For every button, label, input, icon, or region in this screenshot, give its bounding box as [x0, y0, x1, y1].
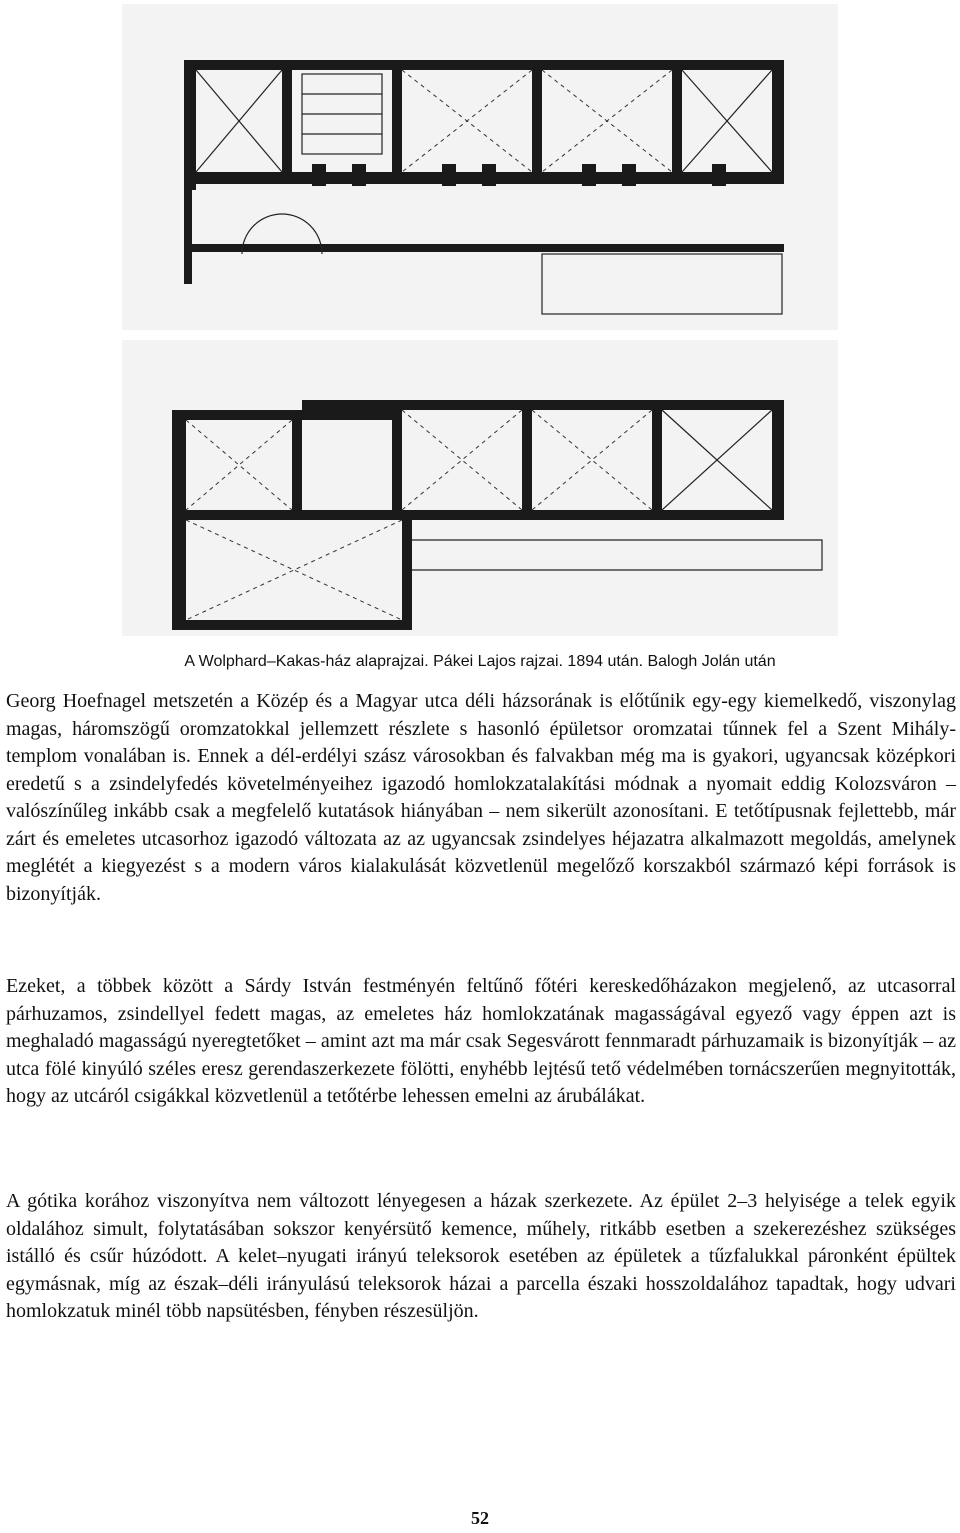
figure-caption: A Wolphard–Kakas-ház alaprajzai. Pákei Lajos rajzai. 1894 után. Balogh Jolán után	[184, 653, 776, 670]
page-number: 52	[471, 1508, 489, 1528]
floor-plan-upper	[122, 4, 838, 330]
floor-plan-upper-drawing	[122, 4, 838, 330]
paragraph-1: Georg Hoefnagel metszetén a Közép és a Magyar utca déli házsorának is előtűnik egy-egy kiemelkedő, viszonylag magas, háromszögű oromzatokkal jellemzett részlete s hasonló épületsor oromzatai tűnnek fel a Szent Mihály-templom vonalában is. Ennek a dél-erdélyi szász városokban és falvakban még ma is gyakori, ugyancsak középkori eredetű s a zsindelyfedés követelményeihez igazodó homlokzatalakítási módnak a nyomait eddig Kolozsváron – valószínűleg inkább csak a megfelelő kutatások hiányában – nem sikerült azonosítani. E tetőtípusnak fejlettebb, már zárt és emeletes utcasorhoz igazodó változata az az ugyancsak zsindelyes héjazatra alkalmazott megoldás, amelynek meglétét a kiegyezést s a modern város kialakulását közvetlenül megelőző korszakból származó képi források is bizonyítják.	[6, 690, 956, 905]
floor-plan-lower-drawing	[122, 340, 838, 636]
floor-plan-lower	[122, 340, 838, 636]
paragraph-2: Ezeket, a többek között a Sárdy István festményén feltűnő főtéri kereskedőházakon megjelenő, az utcasorral párhuzamos, zsindellyel fedett magas, az emeletes ház homlokzatának magasságával egyező vagy éppen azt is meghaladó magasságú nyeregtetőket – amint azt ma már csak Segesvárott fennmaradt párhuzamaik is bizonyítják – az utca fölé kinyúló széles eresz gerendaszerkezete fölötti, enyhébb lejtésű tető védelmében tornácszerűen megnyitották, hogy az utcáról csigákkal közvetlenül a tetőtérbe lehessen emelni az árubálákat.	[6, 975, 956, 1107]
paragraph-3: A gótika korához viszonyítva nem változott lényegesen a házak szerkezete. Az épület 2–3 helyisége a telek egyik oldalához simult, folytatásában sokszor kenyérsütő kemence, műhely, ritkább esetben a szekerezéshez szükséges istálló és csűr húzódott. A kelet–nyugati irányú teleksorok esetében az épületek a tűzfalukkal páronként épültek egymásnak, míg az észak–déli irányulású teleksorok házai a parcella északi hosszoldalához tapadtak, hogy udvari homlokzatuk minél több napsütésben, fényben részesüljön.	[6, 1190, 956, 1322]
